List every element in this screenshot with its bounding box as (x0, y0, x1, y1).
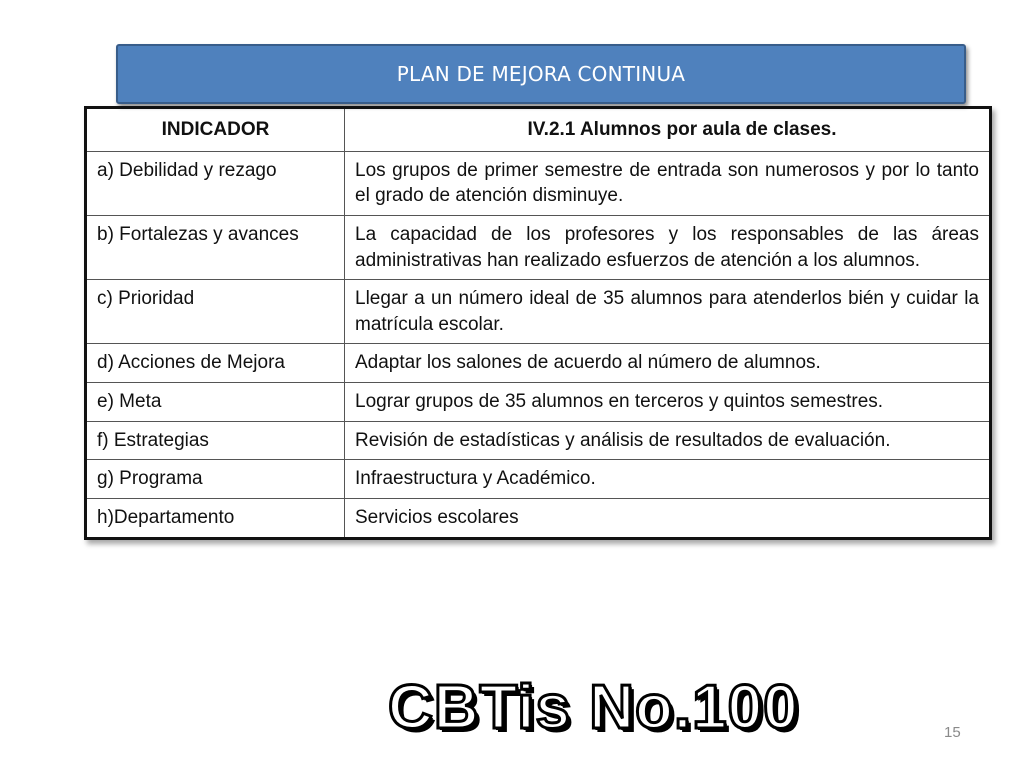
slide-page-number: 15 (944, 724, 961, 741)
table-header-row (86, 108, 991, 152)
row-label: g) Programa (86, 460, 345, 499)
table-row (86, 499, 991, 539)
table-row (86, 421, 991, 460)
improvement-plan-table (84, 106, 992, 540)
table-row (86, 460, 991, 499)
table-row (86, 215, 991, 279)
row-value: Servicios escolares (345, 499, 991, 539)
header-indicator-title: IV.2.1 Alumnos por aula de clases. (345, 108, 991, 152)
table-row (86, 383, 991, 422)
row-label: c) Prioridad (86, 280, 345, 344)
row-value: Llegar a un número ideal de 35 alumnos para atenderlos bién y cuidar la matrícula escolar. (345, 280, 991, 344)
row-value: Revisión de estadísticas y análisis de resultados de evaluación. (345, 421, 991, 460)
row-label: b) Fortalezas y avances (86, 215, 345, 279)
row-value: Lograr grupos de 35 alumnos en terceros y quintos semestres. (345, 383, 991, 422)
row-label: h)Departamento (86, 499, 345, 539)
table-row (86, 344, 991, 383)
school-logo-text: CBTis No.100 (388, 673, 799, 742)
row-value: Los grupos de primer semestre de entrada son numerosos y por lo tanto el grado de atención disminuye. (345, 151, 991, 215)
row-value: La capacidad de los profesores y los responsables de las áreas administrativas han realizado esfuerzos de atención a los alumnos. (345, 215, 991, 279)
header-indicador: INDICADOR (86, 108, 345, 152)
row-value: Adaptar los salones de acuerdo al número de alumnos. (345, 344, 991, 383)
row-label: e) Meta (86, 383, 345, 422)
row-label: d) Acciones de Mejora (86, 344, 345, 383)
row-value: Infraestructura y Académico. (345, 460, 991, 499)
row-label: a) Debilidad y rezago (86, 151, 345, 215)
slide-title: PLAN DE MEJORA CONTINUA (116, 44, 966, 104)
table-row (86, 151, 991, 215)
row-label: f) Estrategias (86, 421, 345, 460)
table-row (86, 280, 991, 344)
